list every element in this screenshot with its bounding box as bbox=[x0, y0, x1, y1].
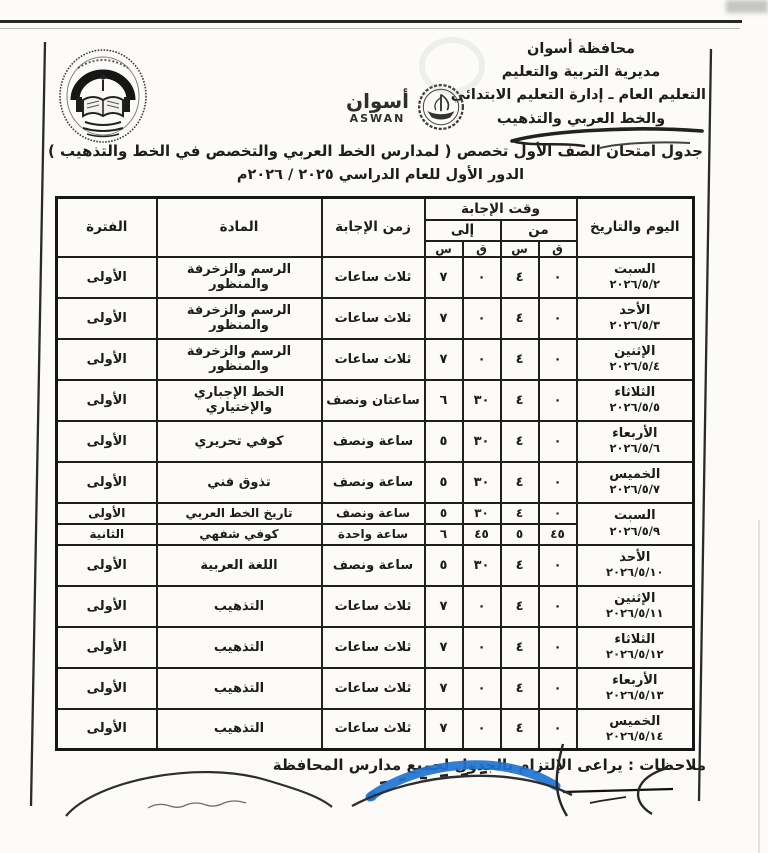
day-date: ٢٠٢٦/٥/٢ bbox=[609, 277, 661, 292]
to-hours-cell: ٥ bbox=[425, 421, 463, 462]
to-hours-cell: ٧ bbox=[425, 709, 463, 750]
col-header-from-minutes: ق bbox=[539, 241, 577, 257]
subject-cell: الرسم والزخرفة والمنظور bbox=[157, 257, 322, 298]
to-minutes-cell: ٠ bbox=[463, 257, 501, 298]
from-minutes-cell: ٠ bbox=[539, 668, 577, 709]
day-name: السبت bbox=[613, 261, 656, 277]
day-name: الثلاثاء bbox=[614, 631, 656, 647]
scan-corner-smudge bbox=[726, 0, 768, 13]
day-name: الإثنين bbox=[614, 590, 656, 606]
page-top-rule-shadow bbox=[0, 28, 740, 29]
to-minutes-cell: ٣٠ bbox=[463, 380, 501, 421]
to-minutes-cell: ٣٠ bbox=[463, 503, 501, 524]
duration-cell: ثلاث ساعات bbox=[322, 257, 425, 298]
table-row bbox=[57, 627, 694, 668]
period-cell: الأولى bbox=[57, 421, 157, 462]
day-date-cell bbox=[577, 627, 694, 668]
subject-cell: التذهيب bbox=[157, 668, 322, 709]
signature-arc-under-blue bbox=[352, 776, 572, 806]
col-header-to-hours: س bbox=[425, 241, 463, 257]
day-date: ٢٠٢٦/٥/١٣ bbox=[606, 688, 664, 703]
table-row bbox=[57, 709, 694, 750]
duration-cell: ثلاث ساعات bbox=[322, 339, 425, 380]
to-hours-cell: ٧ bbox=[425, 586, 463, 627]
day-date: ٢٠٢٦/٥/٥ bbox=[609, 400, 661, 415]
schedule-table-body bbox=[57, 257, 694, 750]
day-date-cell bbox=[577, 380, 694, 421]
to-hours-cell: ٧ bbox=[425, 668, 463, 709]
day-date-cell bbox=[577, 709, 694, 750]
from-hours-cell: ٤ bbox=[501, 668, 539, 709]
from-minutes-cell: ٠ bbox=[539, 462, 577, 503]
day-date: ٢٠٢٦/٥/٦ bbox=[609, 441, 661, 456]
table-row bbox=[57, 298, 694, 339]
col-header-answer-time: وقت الإجابة bbox=[425, 198, 577, 220]
signature-curve-right bbox=[638, 768, 668, 814]
col-header-day-date: اليوم والتاريخ bbox=[577, 198, 694, 257]
day-date-cell bbox=[577, 586, 694, 627]
duration-cell: ساعة ونصف bbox=[322, 545, 425, 586]
day-name: الخميس bbox=[609, 466, 661, 482]
from-minutes-cell: ٠ bbox=[539, 586, 577, 627]
period-cell: الأولى bbox=[57, 380, 157, 421]
to-hours-cell: ٥ bbox=[425, 545, 463, 586]
period-cell: الأولى bbox=[57, 545, 157, 586]
day-date: ٢٠٢٦/٥/٧ bbox=[609, 482, 661, 497]
from-hours-cell: ٤ bbox=[501, 298, 539, 339]
duration-cell: ثلاث ساعات bbox=[322, 586, 425, 627]
col-header-from: من bbox=[501, 220, 577, 241]
duration-cell: ساعتان ونصف bbox=[322, 380, 425, 421]
period-cell: الأولى bbox=[57, 709, 157, 750]
table-row bbox=[57, 421, 694, 462]
period-cell: الأولى bbox=[57, 586, 157, 627]
day-date-cell bbox=[577, 298, 694, 339]
col-header-to-minutes: ق bbox=[463, 241, 501, 257]
period-cell: الأولى bbox=[57, 627, 157, 668]
col-header-to: إلى bbox=[425, 220, 501, 241]
day-date: ٢٠٢٦/٥/١١ bbox=[606, 606, 664, 621]
from-hours-cell: ٤ bbox=[501, 421, 539, 462]
from-minutes-cell: ٠ bbox=[539, 339, 577, 380]
page-border-left bbox=[31, 42, 45, 806]
subject-cell: تذوق فني bbox=[157, 462, 322, 503]
from-minutes-cell: ٤٥ bbox=[539, 524, 577, 545]
to-hours-cell: ٥ bbox=[425, 503, 463, 524]
day-date-cell bbox=[577, 545, 694, 586]
to-minutes-cell: ٠ bbox=[463, 298, 501, 339]
ministry-of-education-emblem-icon bbox=[56, 44, 150, 144]
from-minutes-cell: ٠ bbox=[539, 380, 577, 421]
table-row bbox=[57, 339, 694, 380]
duration-cell: ساعة ونصف bbox=[322, 462, 425, 503]
day-name: الأربعاء bbox=[612, 425, 658, 441]
scan-edge-line bbox=[758, 520, 760, 853]
signature-arc-left bbox=[66, 772, 332, 816]
page-top-rule bbox=[0, 20, 742, 23]
to-minutes-cell: ٠ bbox=[463, 627, 501, 668]
from-hours-cell: ٤ bbox=[501, 462, 539, 503]
period-cell: الأولى bbox=[57, 668, 157, 709]
duration-cell: ثلاث ساعات bbox=[322, 668, 425, 709]
day-name: الأحد bbox=[619, 549, 651, 565]
subject-cell: التذهيب bbox=[157, 709, 322, 750]
letterhead-line-directorate: مديرية التربية والتعليم bbox=[501, 64, 661, 81]
period-cell: الثانية bbox=[57, 524, 157, 545]
day-date: ٢٠٢٦/٥/٩ bbox=[609, 523, 661, 538]
signature-vertical-stroke bbox=[557, 744, 567, 816]
title-line-1: جدول امتحان الصف الأول تخصص ( لمدارس الخط العربي والتخصص في الخط والتذهيب ) bbox=[47, 142, 703, 160]
duration-cell: ساعة ونصف bbox=[322, 503, 425, 524]
to-minutes-cell: ٠ bbox=[463, 339, 501, 380]
from-hours-cell: ٤ bbox=[501, 380, 539, 421]
col-header-from-hours: س bbox=[501, 241, 539, 257]
period-cell: الأولى bbox=[57, 339, 157, 380]
to-hours-cell: ٦ bbox=[425, 524, 463, 545]
to-hours-cell: ٧ bbox=[425, 627, 463, 668]
from-hours-cell: ٤ bbox=[501, 339, 539, 380]
day-name: الخميس bbox=[609, 713, 661, 729]
aswan-governorate-logo bbox=[346, 82, 466, 132]
from-hours-cell: ٤ bbox=[501, 545, 539, 586]
aswan-logo-latin: ASWAN bbox=[349, 111, 406, 125]
ministry-emblem bbox=[56, 44, 150, 148]
header-row-groups bbox=[57, 198, 694, 220]
table-row bbox=[57, 586, 694, 627]
table-row bbox=[57, 257, 694, 298]
duration-cell: ثلاث ساعات bbox=[322, 298, 425, 339]
notes-underline bbox=[563, 789, 673, 792]
from-hours-cell: ٤ bbox=[501, 627, 539, 668]
from-minutes-cell: ٠ bbox=[539, 298, 577, 339]
subject-cell: التذهيب bbox=[157, 586, 322, 627]
col-header-subject: المادة bbox=[157, 198, 322, 257]
from-minutes-cell: ٠ bbox=[539, 545, 577, 586]
title-line-2: الدور الأول للعام الدراسي ٢٠٢٥ / ٢٠٢٦م bbox=[236, 167, 525, 183]
letterhead bbox=[450, 38, 706, 131]
col-header-duration: زمن الإجابة bbox=[322, 198, 425, 257]
to-minutes-cell: ٣٠ bbox=[463, 421, 501, 462]
to-minutes-cell: ٠ bbox=[463, 668, 501, 709]
day-name: الثلاثاء bbox=[614, 384, 656, 400]
subject-cell: التذهيب bbox=[157, 627, 322, 668]
period-cell: الأولى bbox=[57, 298, 157, 339]
from-hours-cell: ٥ bbox=[501, 524, 539, 545]
day-date: ٢٠٢٦/٥/٣ bbox=[609, 318, 661, 333]
day-date-cell bbox=[577, 503, 694, 545]
day-name: الأربعاء bbox=[612, 672, 658, 688]
letterhead-line-governorate: محافظة أسوان bbox=[527, 41, 635, 57]
from-minutes-cell: ٠ bbox=[539, 503, 577, 524]
table-row bbox=[57, 380, 694, 421]
aswan-logo-text bbox=[346, 88, 409, 125]
from-minutes-cell: ٠ bbox=[539, 709, 577, 750]
day-date: ٢٠٢٦/٥/١٤ bbox=[606, 728, 664, 743]
subject-cell: الرسم والزخرفة والمنظور bbox=[157, 298, 322, 339]
to-minutes-cell: ٠ bbox=[463, 709, 501, 750]
subject-cell: كوفي شفهي bbox=[157, 524, 322, 545]
day-date-cell bbox=[577, 421, 694, 462]
day-date: ٢٠٢٦/٥/٤ bbox=[609, 359, 661, 374]
notes-tick-mark bbox=[590, 797, 626, 803]
subject-cell: تاريخ الخط العربي bbox=[157, 503, 322, 524]
subject-cell: اللغة العربية bbox=[157, 545, 322, 586]
period-cell: الأولى bbox=[57, 503, 157, 524]
from-hours-cell: ٤ bbox=[501, 257, 539, 298]
day-date-cell bbox=[577, 668, 694, 709]
day-date: ٢٠٢٦/٥/١٠ bbox=[606, 565, 664, 580]
duration-cell: ثلاث ساعات bbox=[322, 627, 425, 668]
aswan-logo-arabic: أسوان bbox=[346, 88, 409, 113]
table-header bbox=[57, 198, 694, 257]
day-date: ٢٠٢٦/٥/١٢ bbox=[606, 647, 664, 662]
exam-schedule-table bbox=[55, 196, 695, 751]
day-date-cell bbox=[577, 257, 694, 298]
from-minutes-cell: ٠ bbox=[539, 257, 577, 298]
signature-handwriting bbox=[148, 801, 246, 808]
to-minutes-cell: ٣٠ bbox=[463, 545, 501, 586]
document-title bbox=[47, 142, 703, 183]
to-hours-cell: ٧ bbox=[425, 298, 463, 339]
signature-blue-blot bbox=[367, 791, 377, 801]
period-cell: الأولى bbox=[57, 462, 157, 503]
felucca-boat-emblem-icon bbox=[416, 82, 466, 132]
to-minutes-cell: ٣٠ bbox=[463, 462, 501, 503]
letterhead-line-section: والخط العربي والتذهيب bbox=[496, 110, 666, 127]
from-minutes-cell: ٠ bbox=[539, 421, 577, 462]
to-hours-cell: ٧ bbox=[425, 339, 463, 380]
subject-cell: الرسم والزخرفة والمنظور bbox=[157, 339, 322, 380]
day-date-cell bbox=[577, 339, 694, 380]
table-row bbox=[57, 503, 694, 524]
from-minutes-cell: ٠ bbox=[539, 627, 577, 668]
day-name: الإثنين bbox=[614, 343, 656, 359]
table-row bbox=[57, 462, 694, 503]
from-hours-cell: ٤ bbox=[501, 586, 539, 627]
to-hours-cell: ٧ bbox=[425, 257, 463, 298]
table-row bbox=[57, 668, 694, 709]
subject-cell: الخط الإجباري والإختياري bbox=[157, 380, 322, 421]
duration-cell: ساعة واحدة bbox=[322, 524, 425, 545]
day-name: السبت bbox=[613, 508, 656, 524]
period-cell: الأولى bbox=[57, 257, 157, 298]
from-hours-cell: ٤ bbox=[501, 503, 539, 524]
to-hours-cell: ٦ bbox=[425, 380, 463, 421]
day-name: الأحد bbox=[619, 302, 651, 318]
notes-line: ملاحظات : يراعى الإلتزام بالجدول لجميع مدارس المحافظة bbox=[272, 756, 706, 774]
table-row bbox=[57, 545, 694, 586]
from-hours-cell: ٤ bbox=[501, 709, 539, 750]
col-header-period: الفترة bbox=[57, 198, 157, 257]
duration-cell: ساعة ونصف bbox=[322, 421, 425, 462]
letterhead-line-department: التعليم العام ـ إدارة التعليم الابتدائي bbox=[450, 87, 706, 104]
to-hours-cell: ٥ bbox=[425, 462, 463, 503]
subject-cell: كوفي تحريري bbox=[157, 421, 322, 462]
day-date-cell bbox=[577, 462, 694, 503]
to-minutes-cell: ٠ bbox=[463, 586, 501, 627]
to-minutes-cell: ٤٥ bbox=[463, 524, 501, 545]
duration-cell: ثلاث ساعات bbox=[322, 709, 425, 750]
